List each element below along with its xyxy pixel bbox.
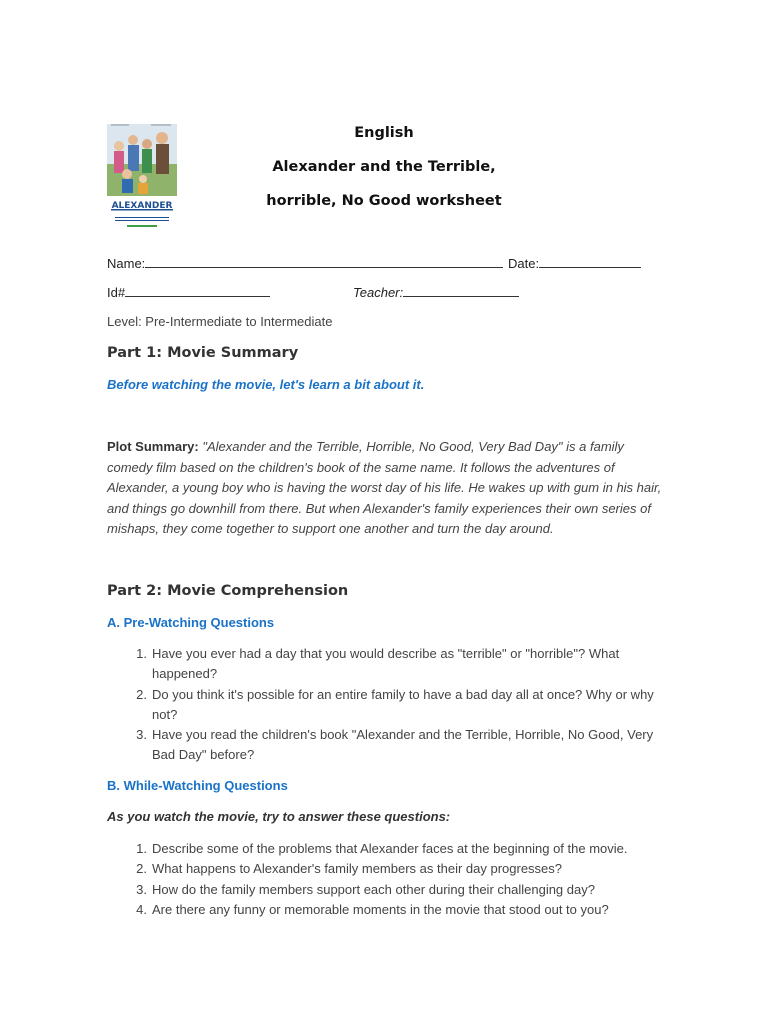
- teacher-field-row: [353, 285, 519, 300]
- teacher-label: Teacher:: [353, 285, 404, 300]
- list-item: [107, 685, 667, 726]
- plot-summary-text: "Alexander and the Terrible, Horrible, No Good, Very Bad Day" is a family comedy film based on the children's book of the same name. It follows the adventures of Alexander, a young boy who is having the worst day of his life. He wakes up with gum in his hair, and things go downhill from there. But when Alexander's family experiences their own series of mishaps, they come together to support one another and turn the day around.: [107, 439, 662, 536]
- name-field-row: [107, 256, 503, 271]
- plot-summary-paragraph: [107, 437, 667, 540]
- question-text: Do you think it's possible for an entire family to have a bad day all at once? Why or why not?: [152, 686, 654, 722]
- poster-logo-text: ALEXANDER: [111, 201, 173, 211]
- question-number: 3.: [136, 727, 147, 743]
- question-text: Have you read the children's book "Alexander and the Terrible, Horrible, No Good, Very Bad Day" before?: [152, 727, 654, 763]
- part1-heading: Part 1: Movie Summary: [107, 345, 299, 361]
- teacher-blank[interactable]: [403, 285, 519, 297]
- date-label: Date:: [508, 256, 540, 271]
- question-number: 3.: [136, 881, 147, 897]
- question-number: 2.: [136, 861, 147, 877]
- list-item: [107, 900, 667, 920]
- section-b-heading: B. While-Watching Questions: [107, 778, 288, 793]
- section-a-heading: A. Pre-Watching Questions: [107, 615, 275, 630]
- pre-watching-question-list: [107, 644, 667, 766]
- question-number: 2.: [136, 686, 147, 702]
- question-number: 1.: [136, 841, 147, 856]
- id-field-row: [107, 285, 270, 300]
- name-blank[interactable]: [145, 256, 503, 268]
- level-text: Level: Pre-Intermediate to Intermediate: [107, 314, 333, 329]
- question-text: How do the family members support each other during their challenging day?: [152, 881, 595, 897]
- movie-poster-image: [107, 124, 177, 232]
- plot-summary-label: Plot Summary:: [107, 439, 199, 454]
- title-subject: English: [354, 125, 414, 141]
- list-item: [107, 859, 667, 879]
- title-line-3: horrible, No Good worksheet: [266, 193, 502, 209]
- id-blank[interactable]: [125, 285, 270, 297]
- section-b-intro: As you watch the movie, try to answer these questions:: [107, 809, 451, 824]
- part1-intro: Before watching the movie, let's learn a bit about it.: [107, 377, 425, 392]
- question-text: Have you ever had a day that you would describe as "terrible" or "horrible"? What happened?: [152, 646, 620, 682]
- id-label: Id#: [107, 285, 126, 300]
- part2-heading: Part 2: Movie Comprehension: [107, 583, 349, 599]
- list-item: [107, 644, 667, 685]
- list-item: [107, 880, 667, 900]
- question-number: 4.: [136, 901, 147, 917]
- while-watching-question-list: [107, 839, 667, 920]
- date-blank[interactable]: [539, 256, 641, 268]
- question-text: Describe some of the problems that Alexander faces at the beginning of the movie.: [152, 841, 628, 856]
- question-number: 1.: [136, 646, 147, 661]
- name-label: Name:: [107, 256, 146, 271]
- list-item: [107, 839, 667, 859]
- poster-illustration: [107, 124, 177, 232]
- date-field-row: [508, 256, 641, 271]
- list-item: [107, 725, 667, 766]
- question-text: Are there any funny or memorable moments in the movie that stood out to you?: [152, 901, 609, 917]
- title-line-2: Alexander and the Terrible,: [272, 159, 496, 175]
- question-text: What happens to Alexander's family members as their day progresses?: [152, 861, 563, 877]
